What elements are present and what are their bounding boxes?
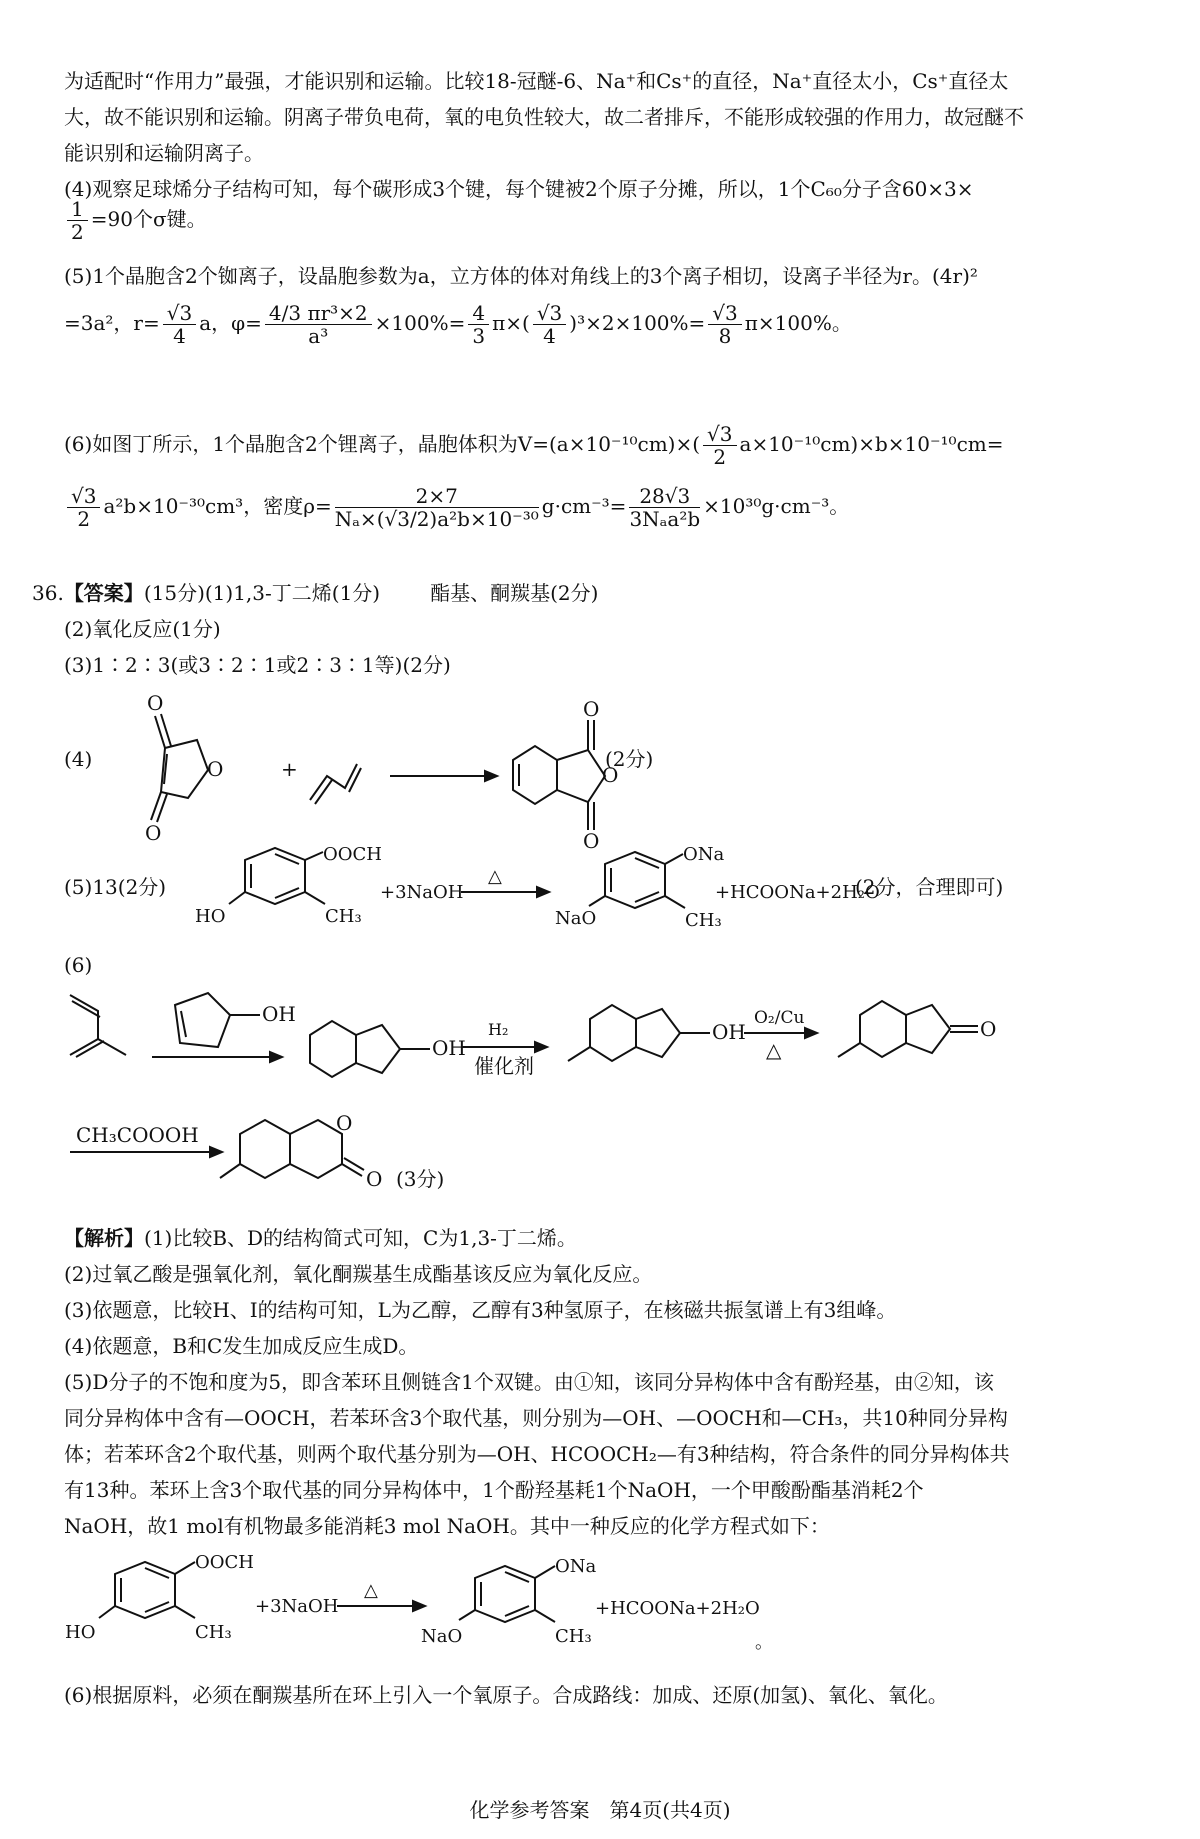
analysis-line: (2)过氧乙酸是强氧化剂，氧化酮羰基生成酯基该反应为氧化反应。 <box>64 1262 653 1286</box>
text-line: (4) <box>64 747 93 771</box>
formula-line: =3a²，r= $\frac{√3}{4}$ a，φ= $\frac{\text{4/3 πr³×2}}{\text{a³}}$ ×100%= $\frac{4}{3}$ π×( $\frac{√3}{4}$ )³×2×100%= $\frac{√3}{8}$ π×100%。 <box>64 301 852 348</box>
svg-text:OOCH: OOCH <box>195 1552 254 1573</box>
naoh-reaction-1 <box>185 838 880 938</box>
text-line: (2)氧化反应(1分) <box>64 617 221 641</box>
svg-text:NaO: NaO <box>421 1626 463 1647</box>
formula-line: (6)如图丁所示，1个晶胞含2个锂离子，晶胞体积为V=(a×10⁻¹⁰cm)×( $\frac{√3}{2}$ a×10⁻¹⁰cm)×b×10⁻¹⁰cm= <box>64 422 1004 469</box>
text-line: (5)1个晶胞含2个铷离子，设晶胞参数为a，立方体的体对角线上的3个离子相切，设离子半径为r。(4r)² <box>64 264 978 288</box>
svg-text:ONa: ONa <box>555 1556 597 1577</box>
svg-text:NaO: NaO <box>555 908 597 929</box>
svg-text:OH: OH <box>712 1020 746 1044</box>
svg-text:O: O <box>366 1167 383 1191</box>
diels-alder-scheme <box>95 680 655 853</box>
svg-text:CH₃COOOH: CH₃COOOH <box>76 1123 199 1147</box>
analysis-line: NaOH，故1 mol有机物最多能消耗3 mol NaOH。其中一种反应的化学方程式如下： <box>64 1514 830 1538</box>
svg-text:O₂/Cu: O₂/Cu <box>754 1008 805 1028</box>
formula-line: $\frac{1}{2}$ =90个σ键。 <box>64 198 207 243</box>
svg-text:催化剂: 催化剂 <box>474 1054 534 1078</box>
svg-text:O: O <box>980 1017 997 1041</box>
svg-text:+HCOONa+2H₂O: +HCOONa+2H₂O <box>715 882 880 903</box>
answer-header: 36.【答案】(15分)(1)1,3-丁二烯(1分) 酯基、酮羰基(2分) <box>32 581 599 605</box>
svg-text:CH₃: CH₃ <box>685 910 722 931</box>
points: (2分) <box>605 747 654 771</box>
naoh-reaction-2 <box>55 1548 775 1658</box>
svg-text:。: 。 <box>755 1632 773 1653</box>
points: (2分，合理即可) <box>855 875 1004 899</box>
svg-text:O: O <box>336 1111 353 1135</box>
svg-text:+HCOONa+2H₂O: +HCOONa+2H₂O <box>595 1598 760 1619</box>
analysis-line: 同分异构体中含有—OOCH，若苯环含3个取代基，则分别为—OH、—OOCH和—CH₃，共10种同分异构 <box>64 1406 1008 1430</box>
svg-text:ONa: ONa <box>683 844 725 865</box>
svg-text:HO: HO <box>65 1622 96 1643</box>
formula-line: $\frac{√3}{2}$ a²b×10⁻³⁰cm³，密度ρ= $\frac{2\times 7}{\text{Nₐ×(√3/2)a²b×10⁻³⁰}}$ g·cm⁻³= $\frac{28√3}{\text{3Nₐa²b}}$ ×10³⁰g·cm⁻³。 <box>64 485 849 530</box>
analysis-line: (3)依题意，比较H、I的结构可知，L为乙醇，乙醇有3种氢原子，在核磁共振氢谱上有3组峰。 <box>64 1298 897 1322</box>
svg-text:CH₃: CH₃ <box>195 1622 232 1643</box>
text-line: (3)1∶2∶3(或3∶2∶1或2∶3∶1等)(2分) <box>64 653 451 677</box>
svg-text:OOCH: OOCH <box>323 844 382 865</box>
text-line: 能识别和运输阴离子。 <box>64 141 264 165</box>
svg-text:CH₃: CH₃ <box>325 906 362 927</box>
svg-text:OH: OH <box>262 1002 296 1026</box>
svg-text:△: △ <box>364 1580 378 1601</box>
svg-text:O: O <box>147 691 164 715</box>
text-line: (4)观察足球烯分子结构可知，每个碳形成3个键，每个键被2个原子分摊，所以，1个C₆₀分子含60×3× <box>64 177 974 201</box>
svg-text:+: + <box>281 757 298 781</box>
fraction: $\frac{1}{2}$ <box>67 198 88 243</box>
svg-text:O: O <box>583 829 600 853</box>
svg-text:+3NaOH: +3NaOH <box>255 1596 339 1617</box>
synthesis-route-2 <box>60 1100 480 1220</box>
analysis-line: (5)D分子的不饱和度为5，即含苯环且侧链含1个双键。由①知，该同分异构体中含有酚羟基，由②知，该 <box>64 1370 994 1394</box>
text-line: (6) <box>64 953 93 977</box>
analysis-line: 有13种。苯环上含3个取代基的同分异构体中，1个酚羟基耗1个NaOH，一个甲酸酚酯基消耗2个 <box>64 1478 924 1502</box>
text-line: 为适配时“作用力”最强，才能识别和运输。比较18-冠醚-6、Na⁺和Cs⁺的直径，Na⁺直径太小，Cs⁺直径太 <box>64 69 1009 93</box>
synthesis-route-1 <box>60 985 1180 1095</box>
svg-text:O: O <box>207 757 224 781</box>
analysis-line: (6)根据原料，必须在酮羰基所在环上引入一个氧原子。合成路线：加成、还原(加氢)、氧化、氧化。 <box>64 1683 948 1707</box>
analysis-line: 【解析】(1)比较B、D的结构简式可知，C为1,3-丁二烯。 <box>64 1226 577 1250</box>
svg-text:H₂: H₂ <box>488 1020 509 1039</box>
svg-text:△: △ <box>488 866 502 887</box>
analysis-line: 体；若苯环含2个取代基，则两个取代基分别为—OH、HCOOCH₂—有3种结构，符合条件的同分异构体共 <box>64 1442 1010 1466</box>
svg-text:CH₃: CH₃ <box>555 1626 592 1647</box>
svg-text:OH: OH <box>432 1036 466 1060</box>
svg-text:O: O <box>145 821 162 845</box>
text-line: 大，故不能识别和运输。阴离子带负电荷，氧的电负性较大，故二者排斥，不能形成较强的作用力，故冠醚不 <box>64 105 1024 129</box>
svg-text:HO: HO <box>195 906 226 927</box>
analysis-line: (4)依题意，B和C发生加成反应生成D。 <box>64 1334 419 1358</box>
svg-text:O: O <box>602 763 619 787</box>
svg-text:O: O <box>583 697 600 721</box>
page-footer: 化学参考答案 第4页(共4页) <box>469 1798 731 1822</box>
text-line: (5)13(2分) <box>64 875 167 899</box>
svg-text:△: △ <box>766 1038 782 1062</box>
svg-text:+3NaOH: +3NaOH <box>380 882 464 903</box>
svg-text:(3分): (3分) <box>396 1167 445 1191</box>
